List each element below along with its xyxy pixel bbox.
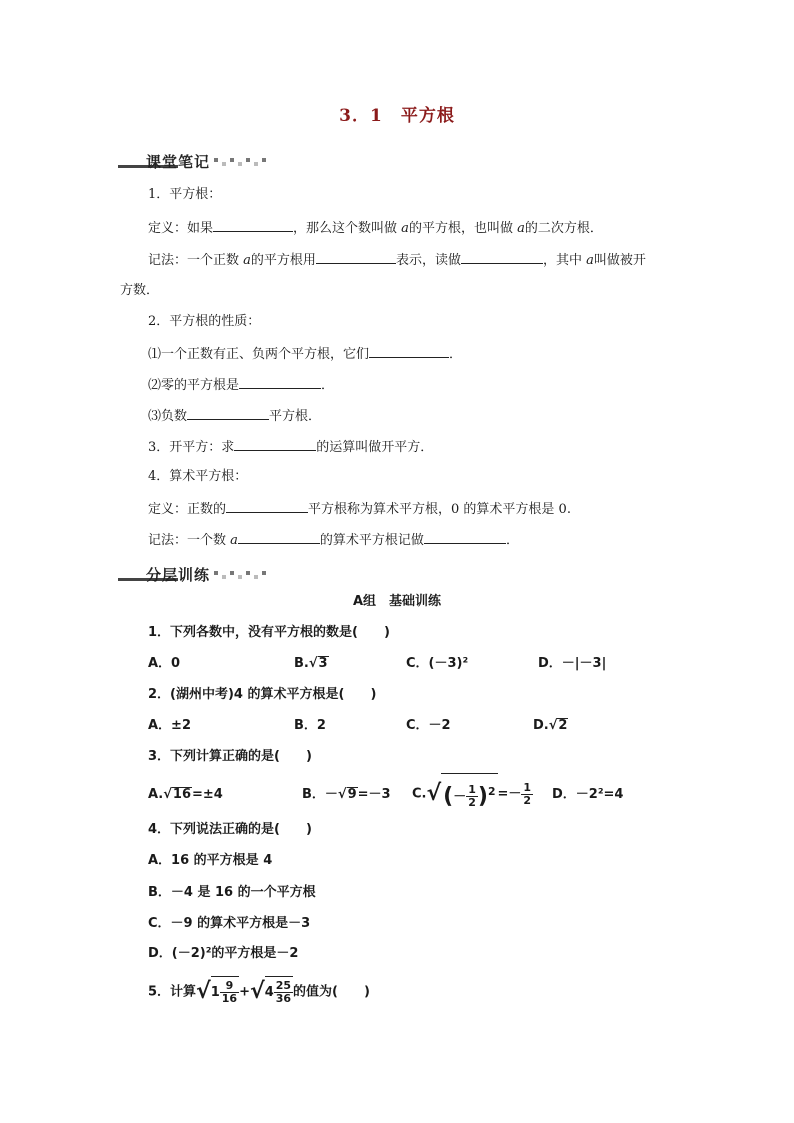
fill-blank[interactable] xyxy=(461,251,543,264)
q2-option-c[interactable]: C．－2 xyxy=(406,718,451,733)
q4-option-a[interactable]: A．16 的平方根是 4 xyxy=(148,853,273,868)
section-banner-practice xyxy=(118,563,270,583)
q1-option-b[interactable]: B.√3 xyxy=(294,656,328,671)
notes-q1-head: 1．平方根： xyxy=(148,187,222,202)
q1-option-c[interactable]: C．(－3)² xyxy=(406,656,469,671)
section-title-practice: 分层训练 xyxy=(146,566,211,584)
fill-blank[interactable] xyxy=(316,251,396,264)
notes-q4-definition: 定义：正数的 平方根称为算术平方根，0 的算术平方根是 0. xyxy=(148,502,571,517)
section-banner-notes xyxy=(118,150,270,170)
notes-q4-notation: 记法：一个数 a 的算术平方根记做 ． xyxy=(148,533,519,548)
question-4: 4．下列说法正确的是( ) xyxy=(148,822,312,837)
fill-blank[interactable] xyxy=(424,531,506,544)
fill-blank[interactable] xyxy=(239,376,321,389)
question-1: 1．下列各数中，没有平方根的数是( ) xyxy=(148,625,390,640)
notes-q1-definition: 定义：如果 ，那么这个数叫做 a的平方根，也叫做 a的二次方根． xyxy=(148,221,603,236)
fill-blank[interactable] xyxy=(213,219,293,232)
notes-q2-head: 2．平方根的性质： xyxy=(148,314,261,329)
question-3: 3．下列计算正确的是( ) xyxy=(148,749,312,764)
q2-option-b[interactable]: B．2 xyxy=(294,718,326,733)
fill-blank[interactable] xyxy=(238,531,320,544)
q1-option-d[interactable]: D．－|－3| xyxy=(538,656,607,671)
notes-q1-notation-cont: 方数． xyxy=(120,283,160,298)
q4-option-c[interactable]: C．－9 的算术平方根是－3 xyxy=(148,916,311,931)
section-title-notes: 课堂笔记 xyxy=(146,153,211,171)
notes-q4-head: 4．算术平方根： xyxy=(148,469,248,484)
notes-q3: 3．开平方：求 的运算叫做开平方． xyxy=(148,440,434,455)
question-5: 5．计算√1 $\frac{9}{16}$ +√4 $\frac{25}{36}$ 的值为( ) xyxy=(148,972,370,1012)
q3-option-a[interactable]: A.√16=±4 xyxy=(148,787,223,802)
fill-blank[interactable] xyxy=(187,407,269,420)
notes-q2-item3: ⑶负数 平方根． xyxy=(148,409,322,424)
q3-option-c[interactable]: C.√(－ $\frac{1}{2}$ )$^2$ =－ $\frac{1}{2}$ xyxy=(412,772,533,816)
q2-option-d[interactable]: D.√2 xyxy=(533,718,568,733)
q4-option-b[interactable]: B．－4 是 16 的一个平方根 xyxy=(148,885,316,900)
q3-option-b[interactable]: B．－√9=－3 xyxy=(302,787,391,802)
group-title: A组 基础训练 xyxy=(352,594,442,609)
q1-option-a[interactable]: A．0 xyxy=(148,656,181,671)
page-title: 3．1 平方根 xyxy=(339,106,455,126)
notes-q2-item1: ⑴一个正数有正、负两个平方根，它们 ． xyxy=(148,347,463,362)
fill-blank[interactable] xyxy=(369,345,449,358)
notes-q1-notation: 记法：一个正数 a的平方根用 表示，读做 ，其中 a叫做被开 xyxy=(148,253,646,268)
q2-option-a[interactable]: A．±2 xyxy=(148,718,191,733)
fill-blank[interactable] xyxy=(234,438,316,451)
question-2: 2．(湖州中考)4 的算术平方根是( ) xyxy=(148,687,377,702)
notes-q2-item2: ⑵零的平方根是 ． xyxy=(148,378,335,393)
q4-option-d[interactable]: D．(－2)²的平方根是－2 xyxy=(148,946,299,961)
fill-blank[interactable] xyxy=(226,500,308,513)
q3-option-d[interactable]: D．－2²=4 xyxy=(552,787,624,802)
